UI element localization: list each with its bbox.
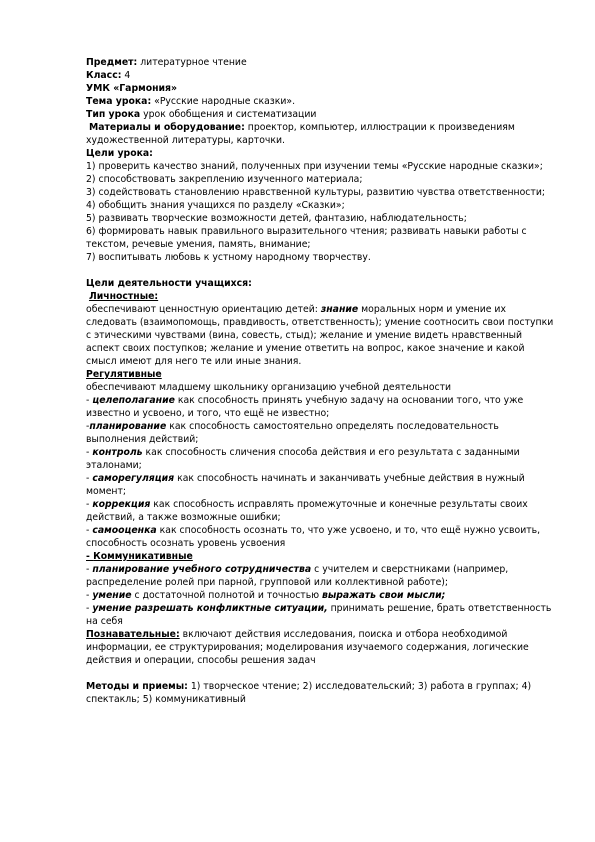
topic-value: «Русские народные сказки».: [151, 96, 296, 107]
regulatory-title: Регулятивные: [86, 369, 162, 380]
regulatory-title-line: [86, 368, 556, 381]
topic-label: Тема урока:: [86, 96, 152, 107]
grade-label: Класс:: [86, 70, 122, 81]
personal-text-rest: моральных норм и умение их следовать (взаимопомощь, правдивость, ответственность); умение соотносить свои поступки с этическими чувствами (вина, совесть, стыд); желание и умение видеть нравственный аспект своих поступков; желание и умение ответить на вопрос, какое значение и какой смысл имеют для него те или иные знания.: [86, 304, 554, 367]
methods-label: Методы и приемы:: [86, 681, 188, 692]
cognitive-paragraph: [86, 628, 556, 667]
topic-line: [86, 95, 556, 108]
goal-item: 5) развивать творческие возможности детей, фантазию, наблюдательность;: [86, 213, 467, 224]
grade-value: 4: [121, 70, 131, 81]
personal-title: Личностные:: [88, 291, 159, 302]
regulatory-item: - самооценка как способность осознать то, что уже усвоено, и то, что ещё нужно усвоить, способность осознать уровень усвоения: [86, 525, 541, 549]
personal-paragraph: [86, 303, 556, 368]
cognitive-title: Познавательные:: [86, 629, 180, 640]
regulatory-term: контроль: [92, 447, 143, 458]
materials-label: Материалы и оборудование:: [88, 122, 245, 133]
spacer: [86, 264, 556, 277]
regulatory-term: коррекция: [92, 499, 151, 510]
communicative-text: принимать решение, брать ответственность на себя: [86, 603, 552, 627]
subject-value: литературное чтение: [137, 57, 247, 68]
regulatory-text: как способность сличения способа действия и его результата с заданными эталонами;: [86, 447, 520, 471]
regulatory-intro: обеспечивают младшему школьнику организацию учебной деятельности: [86, 382, 452, 393]
activity-title: Цели деятельности учащихся:: [86, 278, 252, 289]
communicative-term: умение: [92, 590, 132, 601]
communicative-title: Коммуникативные: [93, 551, 193, 562]
subject-label: Предмет:: [86, 57, 138, 68]
cognitive-text: включают действия исследования, поиска и отбора необходимой информации, ее структурирования; моделирования изучаемого содержания, логические действия и операции, способы решения задач: [86, 629, 529, 666]
document-page: [86, 56, 556, 706]
regulatory-text: как способность начинать и заканчивать учебные действия в нужный момент;: [86, 473, 525, 497]
regulatory-term: самооценка: [92, 525, 157, 536]
goal-item: 2) способствовать закреплению изученного материала;: [86, 174, 363, 185]
communicative-item: - умение разрешать конфликтные ситуации, принимать решение, брать ответственность на себя: [86, 603, 552, 627]
goals-title-line: [86, 147, 556, 160]
communicative-term: выражать свои мысли;: [321, 590, 446, 601]
lesson-type-label: Тип урока: [86, 109, 141, 120]
activity-title-line: [86, 277, 556, 290]
communicative-text: с достаточной полнотой и точностью: [131, 590, 322, 601]
goal-item: 1) проверить качество знаний, полученных при изучении темы «Русские народные сказки»;: [86, 161, 543, 172]
communicative-item: - планирование учебного сотрудничества с учителем и сверстниками (например, распределение ролей при парной, групповой или коллективной работе);: [86, 564, 509, 588]
regulatory-item: -планирование как способность самостоятельно определять последовательность выполнения действий;: [86, 421, 499, 445]
regulatory-term: саморегуляция: [92, 473, 175, 484]
materials-value: проектор, компьютер, иллюстрации к произведениям художественной литературы, карточки.: [86, 122, 515, 146]
subject-line: [86, 56, 556, 69]
methods-value: 1) творческое чтение; 2) исследовательский; 3) работа в группах; 4) спектакль; 5) коммуникативный: [86, 681, 532, 705]
regulatory-item: - целеполагание как способность принять учебную задачу на основании того, что уже известно и усвоено, и того, что ещё не известно;: [86, 395, 524, 419]
communicative-term: планирование учебного сотрудничества: [92, 564, 312, 575]
personal-text: обеспечивают ценностную ориентацию детей:: [86, 304, 321, 315]
regulatory-item: - контроль как способность сличения способа действия и его результата с заданными эталонами;: [86, 447, 520, 471]
grade-line: [86, 69, 556, 82]
personal-emphasis: знание: [320, 304, 359, 315]
regulatory-text: как способность осознать то, что уже усвоено, и то, что ещё нужно усвоить, способность осознать уровень усвоения: [86, 525, 541, 549]
regulatory-term: целеполагание: [92, 395, 175, 406]
lesson-type-line: [86, 108, 556, 121]
umk-line: [86, 82, 556, 95]
goals-title: Цели урока:: [86, 148, 153, 159]
regulatory-term: планирование: [89, 421, 167, 432]
goal-item: 3) содействовать становлению нравственной культуры, развитию чувства ответственности;: [86, 187, 545, 198]
lesson-type-value: урок обобщения и систематизации: [140, 109, 317, 120]
spacer: [86, 667, 556, 680]
regulatory-item: - коррекция как способность исправлять промежуточные и конечные результаты своих действий, а также возможные ошибки;: [86, 499, 528, 523]
regulatory-text: как способность самостоятельно определять последовательность выполнения действий;: [86, 421, 499, 445]
regulatory-text: как способность исправлять промежуточные и конечные результаты своих действий, а также возможные ошибки;: [86, 499, 528, 523]
communicative-title-line: - Коммуникативные: [86, 551, 193, 562]
regulatory-item: - саморегуляция как способность начинать и заканчивать учебные действия в нужный момент;: [86, 473, 525, 497]
regulatory-text: как способность принять учебную задачу на основании того, что уже известно и усвоено, и того, что ещё не известно;: [86, 395, 524, 419]
goal-item: 4) обобщить знания учащихся по разделу «Сказки»;: [86, 200, 345, 211]
communicative-term: умение разрешать конфликтные ситуации,: [92, 603, 328, 614]
goal-item: 6) формировать навык правильного выразительного чтения; развивать навыки работы с текстом, речевые умения, память, внимание;: [86, 226, 527, 250]
goal-item: 7) воспитывать любовь к устному народному творчеству.: [86, 252, 371, 263]
communicative-text: с учителем и сверстниками (например, распределение ролей при парной, групповой или коллективной работе);: [86, 564, 509, 588]
umk-label: УМК «Гармония»: [86, 83, 178, 94]
methods-paragraph: [86, 680, 556, 706]
communicative-item: - умение с достаточной полнотой и точностью выражать свои мысли;: [86, 590, 446, 601]
personal-title-line: [86, 290, 556, 303]
materials-paragraph: [86, 121, 556, 147]
